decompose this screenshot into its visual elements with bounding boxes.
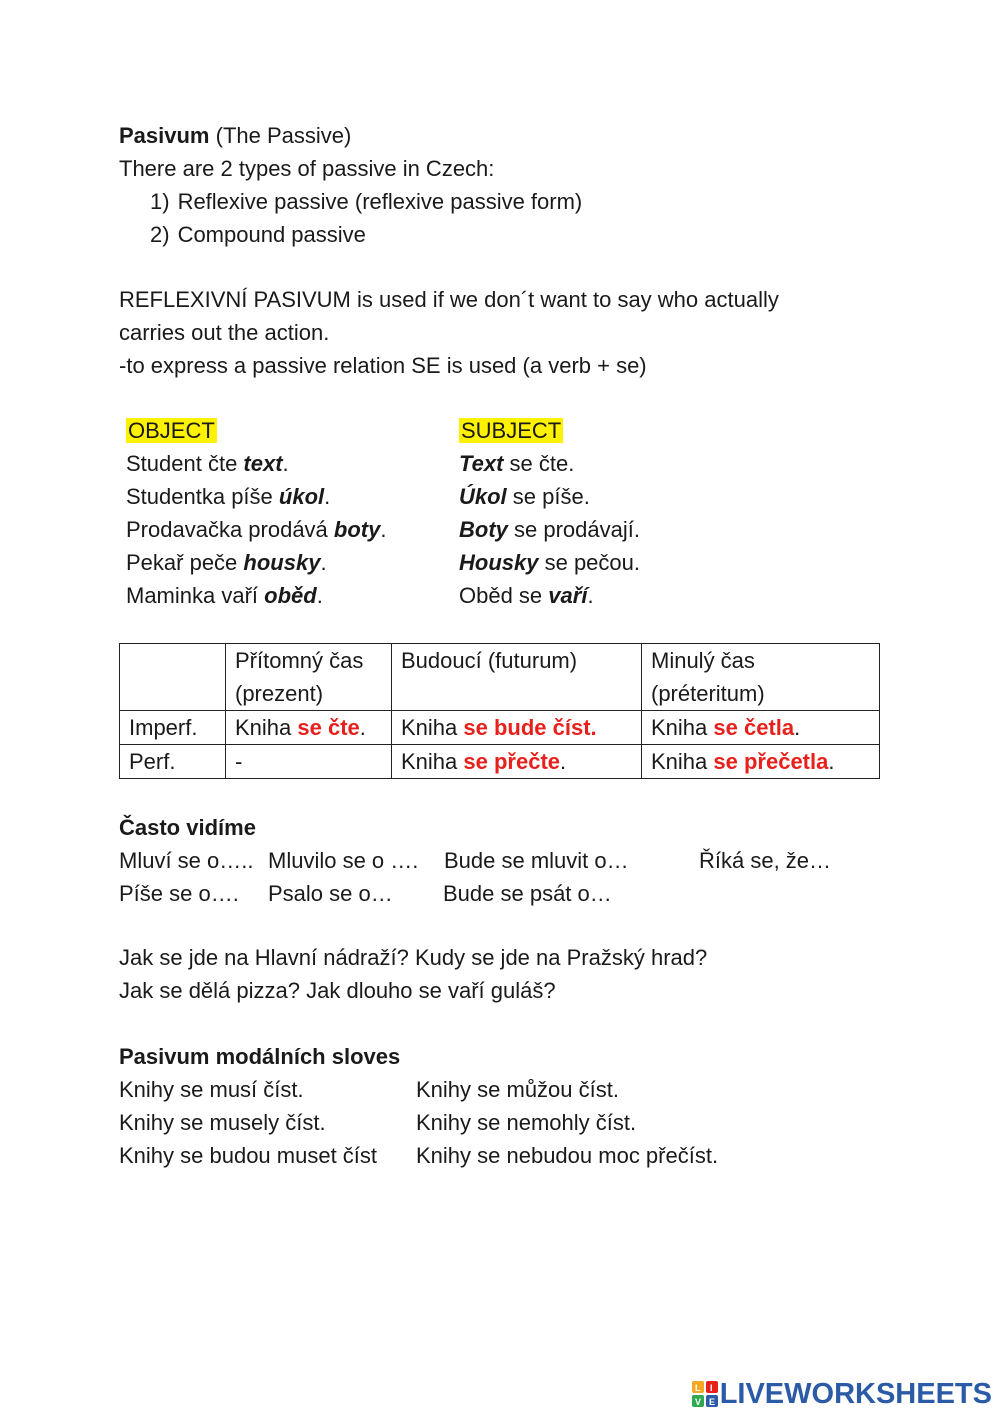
passive-types-list [150,185,582,251]
row-label: Imperf. [120,711,226,745]
modal-row [119,1139,819,1172]
table-header-cell: Budoucí (futurum) [392,644,642,711]
intro-text: There are 2 types of passive in Czech: [119,156,495,181]
list-item: 2) Compound passive [150,222,366,247]
reflexive-line-1: REFLEXIVNÍ PASIVUM is used if we don´t want to say who actually carries out the action. [119,287,779,345]
question-line: Jak se dělá pizza? Jak dlouho se vaří guláš? [119,978,556,1003]
page-title: Pasivum (The Passive) [119,123,352,148]
example-row: Boty se prodávají. [459,517,640,542]
example-row: Pekař peče housky. [126,550,327,575]
list-item: 1) Reflexive passive (reflexive passive form) [150,189,583,214]
subject-column [459,414,640,612]
page-title-block [119,119,494,185]
subject-label: SUBJECT [461,418,562,443]
table-cell: - [226,745,392,779]
phrase: Mluvilo se o …. [268,848,419,873]
row-label: Perf. [120,745,226,779]
phrase: Knihy se můžou číst. [416,1077,619,1102]
table-cell: Kniha se přečetla. [642,745,880,779]
phrase-row [119,877,879,910]
object-label: OBJECT [128,418,215,443]
table-cell: Kniha se bude číst. [392,711,642,745]
table-row [120,711,880,745]
example-row: Housky se pečou. [459,550,640,575]
table-header-cell: Minulý čas (préteritum) [642,644,880,711]
phrase: Píše se o…. [119,881,239,906]
phrase: Mluví se o….. [119,848,254,873]
example-row: Studentka píše úkol. [126,484,331,509]
example-row: Úkol se píše. [459,484,590,509]
table-cell: Kniha se přečte. [392,745,642,779]
table-cell: Kniha se čte. [226,711,392,745]
reflexive-explanation [119,283,879,382]
svg-text:L: L [694,1383,701,1393]
example-row: Student čte text. [126,451,289,476]
phrase: Knihy se nemohly číst. [416,1110,637,1135]
logo-text: LIVEWORKSHEETS [719,1378,992,1410]
liveworksheets-logo [692,1379,992,1409]
phrase: Knihy se musí číst. [119,1077,304,1102]
phrase: Knihy se nebudou moc přečíst. [416,1143,719,1168]
example-row: Text se čte. [459,451,575,476]
reflexive-line-2: -to express a passive relation SE is used (a verb + se) [119,353,647,378]
phrase: Bude se mluvit o… [444,848,629,873]
modal-row [119,1106,819,1139]
modal-row [119,1073,819,1106]
phrase: Říká se, že… [699,848,832,873]
phrase: Bude se psát o… [443,881,612,906]
object-column [126,414,386,612]
table-row [120,745,880,779]
example-row: Oběd se vaří. [459,583,594,608]
phrase: Psalo se o… [268,881,393,906]
section-title: Pasivum modálních sloves [119,1044,401,1069]
example-row: Maminka vaří oběd. [126,583,323,608]
example-row: Prodavačka prodává boty. [126,517,387,542]
modal-section [119,1040,819,1172]
svg-text:E: E [708,1397,715,1407]
table-cell [120,644,226,711]
phrase: Knihy se musely číst. [119,1110,326,1135]
phrase-row [119,844,879,877]
questions-block [119,941,707,1007]
often-section [119,811,879,910]
svg-text:V: V [694,1397,701,1407]
table-header-row [120,644,880,711]
tense-table [119,643,880,779]
svg-text:I: I [709,1383,713,1393]
liveworksheets-logo-icon [692,1381,718,1407]
table-cell: Kniha se četla. [642,711,880,745]
phrase: Knihy se budou muset číst [119,1143,378,1168]
section-title: Často vidíme [119,815,256,840]
table-header-cell: Přítomný čas (prezent) [226,644,392,711]
question-line: Jak se jde na Hlavní nádraží? Kudy se jde na Pražský hrad? [119,945,708,970]
